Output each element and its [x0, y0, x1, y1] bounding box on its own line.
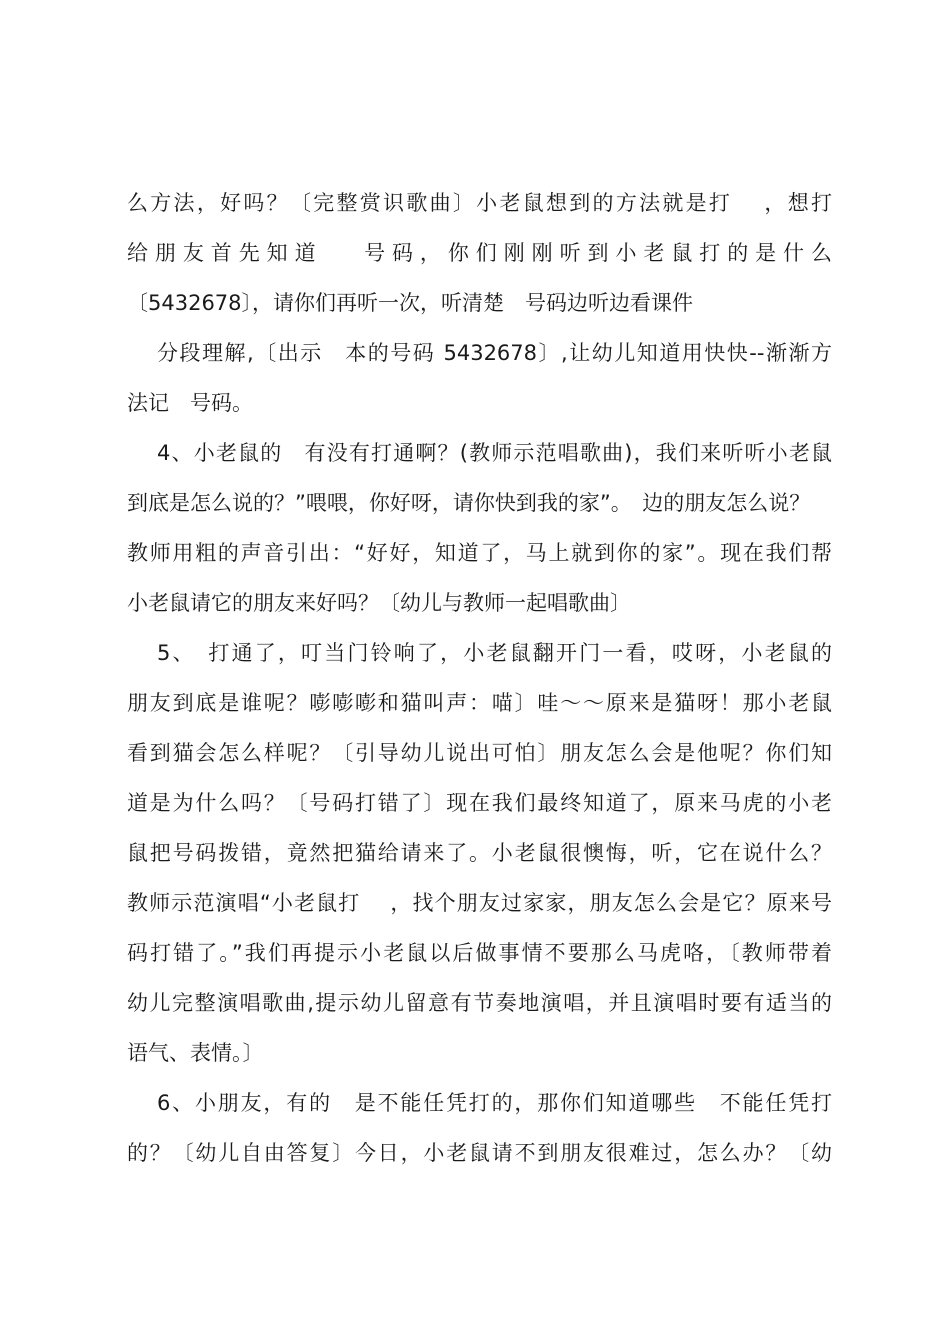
- text-line-1: 么方法，好吗？〔完整赏识歌曲〕小老鼠想到的方法就是打 ，想打: [127, 191, 832, 215]
- text-line-11: 朋友到底是谁呢？嘭嘭嘭和猫叫声：喵〕哇～～原来是猫呀！那小老鼠: [127, 691, 832, 715]
- text-line-9: 小老鼠请它的朋友来好吗？〔幼儿与教师一起唱歌曲〕: [127, 591, 631, 615]
- text-line-2: 给朋友首先知道 号码，你们刚刚听到小老鼠打的是什么: [127, 241, 832, 265]
- text-line-7: 到底是怎么说的？”喂喂，你好呀，请你快到我的家”。 边的朋友怎么说？: [127, 491, 811, 515]
- text-line-19: 6、小朋友，有的 是不能任凭打的，那你们知道哪些 不能任凭打: [157, 1091, 832, 1115]
- text-line-14: 鼠把号码拨错，竟然把猫给请来了。小老鼠很懊悔，听，它在说什么？: [127, 841, 832, 865]
- text-line-12: 看到猫会怎么样呢？〔引导幼儿说出可怕〕朋友怎么会是他呢？你们知: [127, 741, 832, 765]
- document-page: [127, 178, 832, 1178]
- text-line-4: 分段理解,〔出示 本的号码 5432678〕,让幼儿知道用快快--渐渐方: [157, 341, 832, 365]
- text-line-20: 的？〔幼儿自由答复〕今日，小老鼠请不到朋友很难过，怎么办？〔幼: [127, 1141, 832, 1165]
- text-line-5: 法记 号码。: [127, 391, 253, 415]
- text-line-6: 4、小老鼠的 有没有打通啊？(教师示范唱歌曲)，我们来听听小老鼠: [157, 441, 832, 465]
- text-line-3: 〔5432678〕，请你们再听一次，听清楚 号码边听边看课件: [127, 291, 694, 315]
- text-line-17: 幼儿完整演唱歌曲,提示幼儿留意有节奏地演唱，并且演唱时要有适当的: [127, 991, 832, 1015]
- text-line-18: 语气、表情。〕: [127, 1041, 264, 1065]
- text-line-8: 教师用粗的声音引出：“好好，知道了，马上就到你的家”。现在我们帮: [127, 541, 832, 565]
- text-line-16: 码打错了。”我们再提示小老鼠以后做事情不要那么马虎咯，〔教师带着: [127, 941, 832, 965]
- text-line-13: 道是为什么吗？〔号码打错了〕现在我们最终知道了，原来马虎的小老: [127, 791, 832, 815]
- text-line-10: 5、 打通了，叮当门铃响了，小老鼠翻开门一看，哎呀，小老鼠的: [157, 641, 832, 665]
- text-line-15: 教师示范演唱“小老鼠打 ，找个朋友过家家，朋友怎么会是它？原来号: [127, 891, 832, 915]
